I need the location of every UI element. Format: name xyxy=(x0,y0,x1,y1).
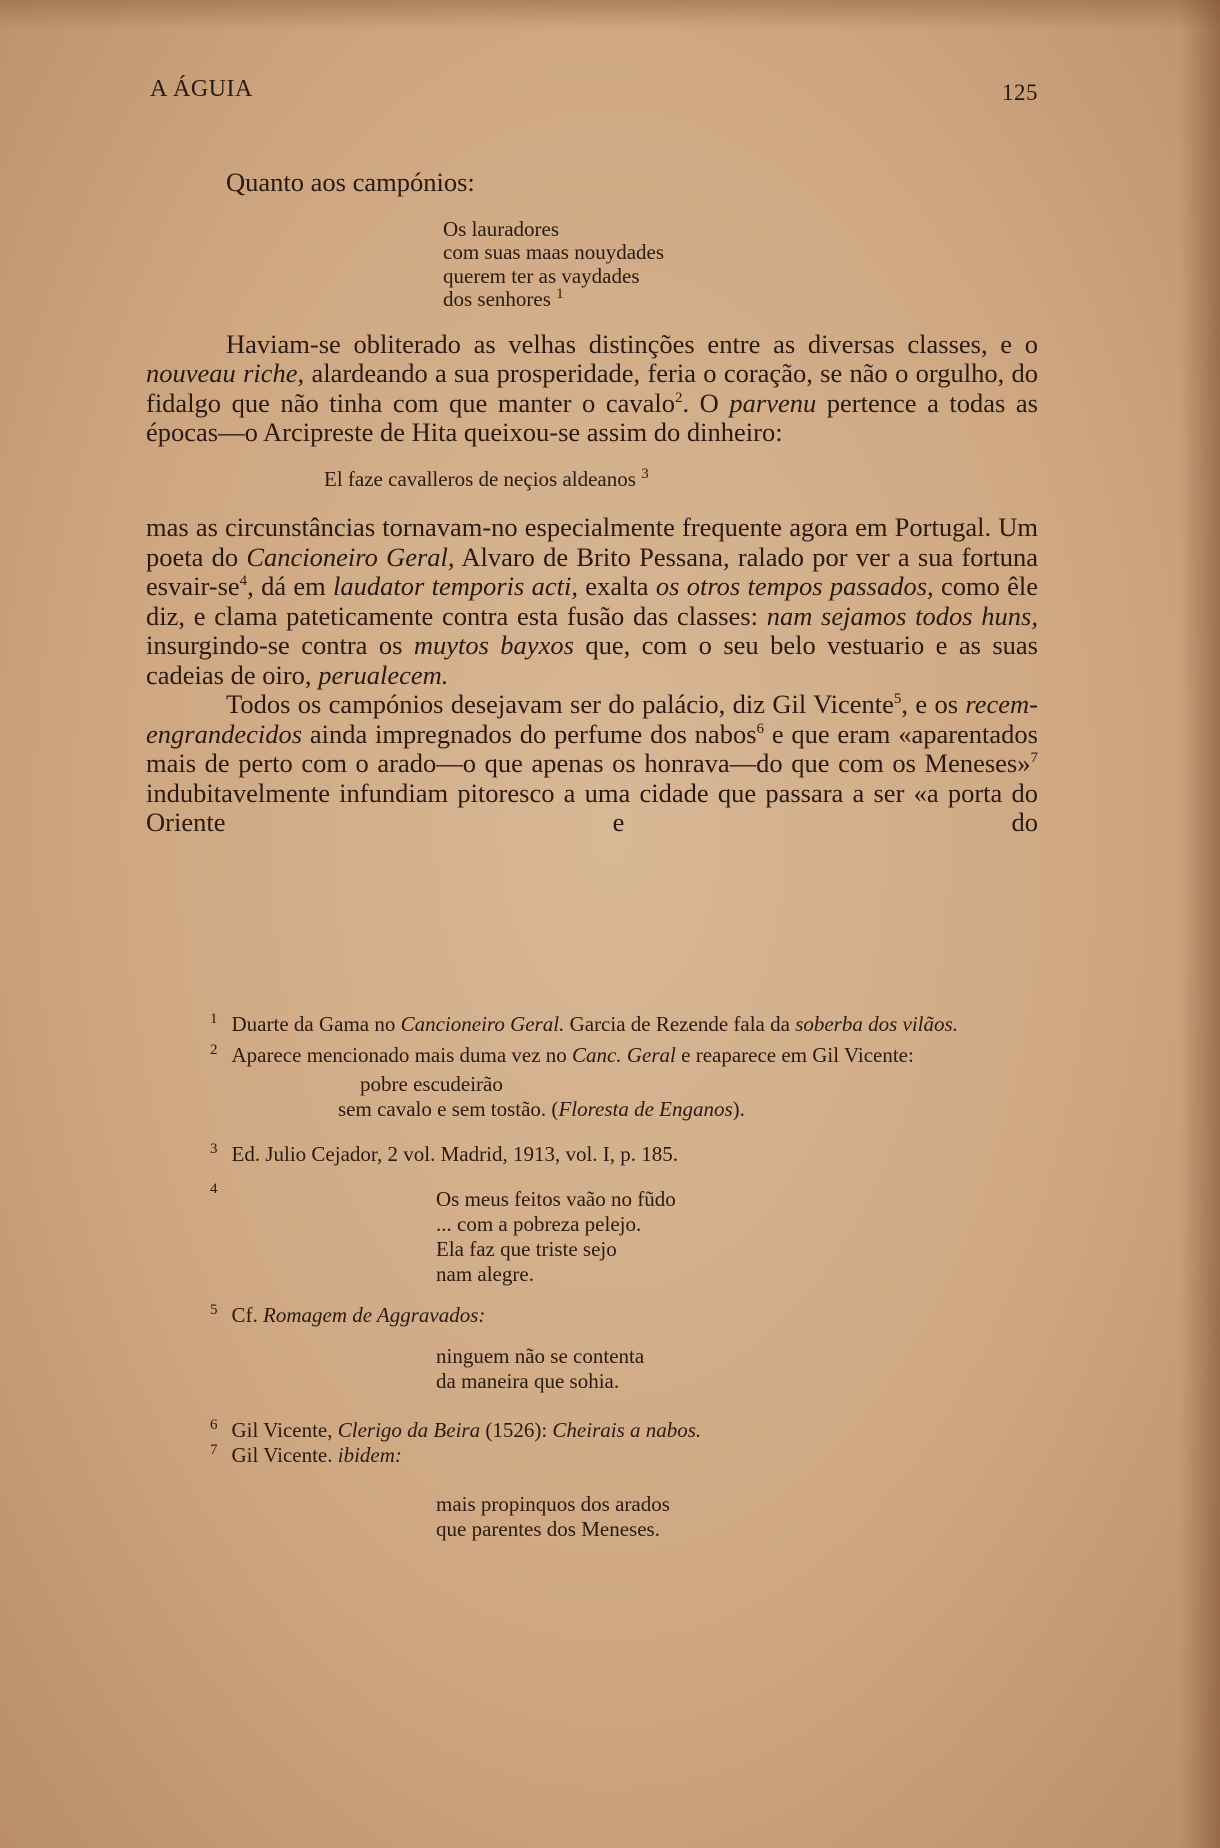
text: ainda impregnados do perfume dos nabos xyxy=(302,718,757,749)
verse-block-2 xyxy=(324,465,1038,492)
text: que, com o seu belo vestuario e as suas cadeias de oiro, xyxy=(146,630,1038,690)
text: Garcia de Rezende fala da xyxy=(564,1012,796,1036)
verse-line: nam alegre. xyxy=(436,1262,534,1286)
footnote-number: 1 xyxy=(210,1011,218,1027)
verse-line: querem ter as vaydades xyxy=(443,263,640,288)
text: exalta xyxy=(578,571,656,601)
italic-text: ibidem: xyxy=(337,1443,402,1467)
footnote-ref: 2 xyxy=(674,389,683,406)
page-shadow-top xyxy=(0,0,1220,30)
footnote-4-verse xyxy=(436,1187,676,1287)
verse-text: El faze cavalleros de neçios aldeanos xyxy=(324,466,636,491)
italic-text: Clerigo da Beira xyxy=(337,1418,481,1442)
verse-line xyxy=(324,465,1038,492)
running-header xyxy=(150,76,1038,116)
italic-text: Cancioneiro Geral, xyxy=(246,541,455,572)
journal-title: A ÁGUIA xyxy=(150,76,253,102)
text: , dá em xyxy=(247,571,334,601)
footnote-7-verse xyxy=(436,1492,1038,1542)
footnote-ref: 3 xyxy=(641,465,649,482)
verse-line: que parentes dos Meneses. xyxy=(436,1517,660,1541)
italic-text: nouveau riche, xyxy=(146,358,305,388)
footnote-ref: 7 xyxy=(1030,750,1038,767)
text: Gil Vicente, xyxy=(231,1418,338,1442)
footnote-6 xyxy=(146,1418,1038,1443)
text: , e os xyxy=(901,689,966,719)
footnote-3 xyxy=(146,1142,1038,1167)
page-shadow-right xyxy=(1180,0,1220,1848)
text: . O xyxy=(682,387,730,418)
footnote-number: 3 xyxy=(210,1141,218,1157)
text: mas as circunstâncias tornavam-no especialmente frequente agora em Portugal. Um poeta do xyxy=(146,512,1038,572)
footnote-1 xyxy=(146,1012,1038,1037)
text: Cf. xyxy=(231,1303,263,1327)
verse-block-1 xyxy=(443,218,1038,312)
footnote-2-verse xyxy=(338,1072,1038,1122)
italic-text: Canc. Geral xyxy=(572,1043,676,1067)
text: (1526): xyxy=(480,1418,553,1442)
text: e reaparece em Gil Vicente: xyxy=(675,1043,914,1067)
verse-line: Os lauradores xyxy=(443,216,560,241)
verse-line: mais propinquos dos arados xyxy=(436,1492,670,1516)
footnote-7 xyxy=(146,1443,1038,1468)
text: Todos os campónios desejavam ser do palácio, diz Gil Vicente xyxy=(226,689,894,719)
verse-line xyxy=(443,288,1038,312)
text: ). xyxy=(732,1097,745,1121)
text: indubitavelmente infundiam pitoresco a uma cidade que passara a ser «a porta do Oriente e do xyxy=(146,777,1038,837)
verse-line: ... com a pobreza pelejo. xyxy=(436,1212,642,1236)
italic-text: nam sejamos todos huns, xyxy=(766,600,1038,631)
verse-line: Ela faz que triste sejo xyxy=(436,1237,617,1261)
italic-text: Floresta de Enganos xyxy=(558,1097,733,1121)
text: e que eram «aparentados mais de perto com o arado—o que apenas os honrava—do que com os Meneses» xyxy=(146,718,1038,778)
italic-text: Cancioneiro Geral. xyxy=(400,1012,565,1036)
verse-line: pobre escudeirão xyxy=(360,1072,503,1096)
verse-line xyxy=(338,1097,1038,1122)
text: alardeando a sua prosperidade, feria o coração, se não o orgulho, do fidalgo que não tinha com que manter o cavalo xyxy=(146,358,1038,418)
text: Haviam-se obliterado as velhas distinções entre as diversas classes, e o xyxy=(226,328,1038,359)
text: sem cavalo e sem tostão. ( xyxy=(338,1097,559,1121)
page-number: 125 xyxy=(1002,80,1038,105)
text: Gil Vicente. xyxy=(231,1443,338,1467)
intro-line xyxy=(146,168,1038,198)
italic-text: muytos bayxos xyxy=(413,630,574,660)
paragraph-3 xyxy=(146,690,1038,838)
text: Alvaro de Brito Pessana, ralado por ver a sua fortuna esvair-se xyxy=(146,541,1038,601)
footnote-4: 4 Os meus feitos vaão no fũdo ... com a pobreza pelejo. Ela faz que triste sejo nam alegre. xyxy=(210,1181,676,1286)
text: Aparece mencionado mais duma vez no xyxy=(231,1043,573,1067)
text: Duarte da Gama no xyxy=(231,1012,401,1036)
footnote-ref: 1 xyxy=(556,286,564,302)
footnote-number: 5 xyxy=(210,1302,218,1318)
italic-text: recem-engrandecidos xyxy=(146,689,1038,749)
italic-text: laudator temporis acti, xyxy=(333,571,579,601)
text: insurgindo-se contra os xyxy=(146,630,414,660)
verse-line: ninguem não se contenta xyxy=(436,1344,645,1368)
italic-text: perualecem. xyxy=(318,659,449,690)
verse-text: dos senhores xyxy=(443,287,551,311)
verse-line: da maneira que sohia. xyxy=(436,1369,620,1393)
footnote-5 xyxy=(146,1303,1038,1328)
footnote-number: 2 xyxy=(210,1042,218,1058)
italic-text: Cheirais a nabos. xyxy=(552,1418,702,1442)
footnote-number: 6 xyxy=(210,1417,218,1433)
footnote-2 xyxy=(146,1043,1038,1068)
footnote-5-verse xyxy=(436,1344,1038,1394)
main-text xyxy=(146,160,1038,838)
footnote-number: 7 xyxy=(210,1442,218,1458)
paragraph-1 xyxy=(146,330,1038,448)
footnote-ref: 6 xyxy=(756,720,765,737)
verse-line: Os meus feitos vaão no fũdo xyxy=(436,1187,676,1211)
italic-text: Romagem de Aggravados: xyxy=(263,1303,486,1327)
italic-text: parvenu xyxy=(729,387,817,418)
text: Ed. Julio Cejador, 2 vol. Madrid, 1913, vol. I, p. 185. xyxy=(231,1142,679,1166)
intro-text: Quanto aos campónios: xyxy=(226,167,475,197)
italic-text: os otros tempos passados, xyxy=(655,571,934,601)
footnotes xyxy=(146,1012,1038,1542)
italic-text: soberba dos vilãos. xyxy=(795,1012,958,1036)
text: pertence a todas as épocas—o Arcipreste de Hita queixou-se assim do dinheiro: xyxy=(146,387,1038,447)
verse-line: com suas maas nouydades xyxy=(443,240,665,264)
footnote-ref: 4 xyxy=(239,573,248,590)
paragraph-2 xyxy=(146,513,1038,690)
footnote-ref: 5 xyxy=(893,691,902,708)
text: como êle diz, e clama pateticamente contra esta fusão das classes: xyxy=(146,571,1039,631)
